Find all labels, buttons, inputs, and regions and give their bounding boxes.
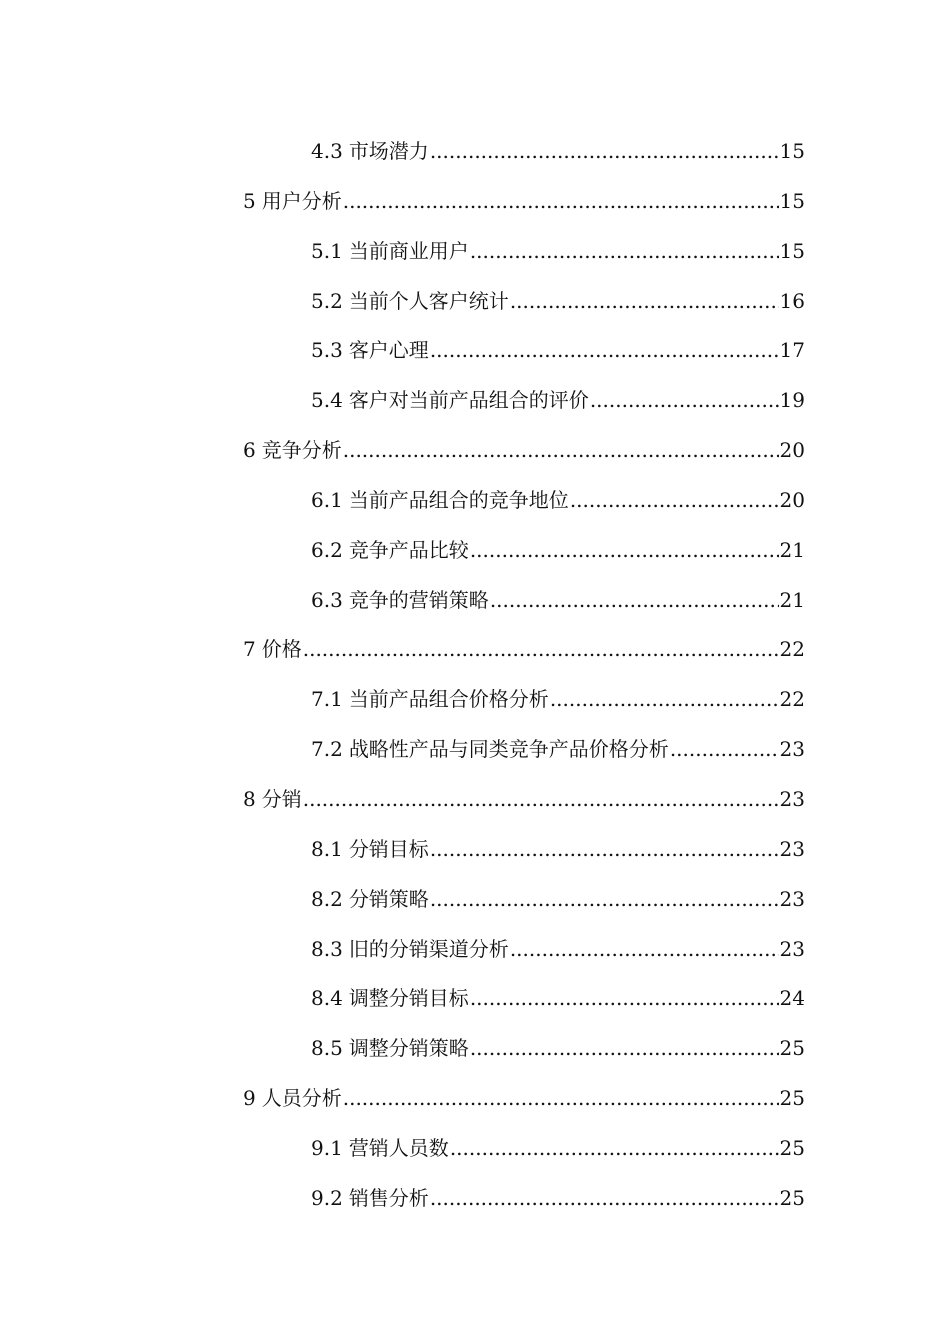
toc-entry-number: 8.5 bbox=[311, 1036, 343, 1061]
dot-leader bbox=[343, 1083, 779, 1113]
toc-entry-line bbox=[243, 435, 805, 465]
toc-entry-page-number: 15 bbox=[779, 238, 805, 263]
toc-entry-number: 5.2 bbox=[311, 288, 343, 313]
toc-entry-line bbox=[311, 734, 805, 764]
toc-entry-page-number: 23 bbox=[779, 886, 805, 911]
toc-entry[interactable] bbox=[0, 427, 950, 477]
toc-entry[interactable] bbox=[0, 626, 950, 676]
toc-entry-title: 当前产品组合的竞争地位 bbox=[348, 487, 569, 512]
toc-entry-line bbox=[311, 585, 805, 615]
toc-entry-page-number: 25 bbox=[779, 1036, 805, 1061]
toc-entry[interactable] bbox=[0, 527, 950, 577]
toc-entry-line bbox=[311, 884, 805, 914]
toc-entry-title: 当前个人客户统计 bbox=[348, 288, 509, 313]
toc-entry-number: 6.1 bbox=[311, 487, 343, 512]
toc-entry[interactable] bbox=[0, 228, 950, 278]
dot-leader bbox=[303, 784, 779, 814]
toc-entry-number: 8.1 bbox=[311, 836, 343, 861]
toc-entry-line bbox=[311, 136, 805, 166]
toc-entry-title: 分销策略 bbox=[348, 886, 429, 911]
toc-entry-line bbox=[311, 535, 805, 565]
toc-entry-number: 5.4 bbox=[311, 388, 343, 413]
toc-entry-number: 6.3 bbox=[311, 587, 343, 612]
toc-entry-title: 调整分销策略 bbox=[348, 1036, 469, 1061]
toc-entry-number: 7.1 bbox=[311, 687, 343, 712]
toc-entry-number: 8.3 bbox=[311, 936, 343, 961]
dot-leader bbox=[590, 385, 779, 415]
dot-leader bbox=[430, 884, 779, 914]
dot-leader bbox=[470, 983, 779, 1013]
toc-entry-number: 5 bbox=[243, 188, 256, 213]
dot-leader bbox=[303, 634, 779, 664]
toc-entry-title: 战略性产品与同类竞争产品价格分析 bbox=[348, 737, 669, 762]
toc-entry[interactable] bbox=[0, 826, 950, 876]
toc-entry-title: 价格 bbox=[261, 637, 302, 662]
dot-leader bbox=[343, 186, 779, 216]
toc-entry-page-number: 23 bbox=[779, 786, 805, 811]
toc-entry-page-number: 22 bbox=[779, 687, 805, 712]
toc-entry-page-number: 23 bbox=[779, 936, 805, 961]
toc-entry-page-number: 23 bbox=[779, 737, 805, 762]
toc-entry[interactable] bbox=[0, 477, 950, 527]
dot-leader bbox=[470, 535, 779, 565]
toc-entry-title: 分销 bbox=[261, 786, 302, 811]
toc-entry[interactable] bbox=[0, 327, 950, 377]
toc-entry-page-number: 22 bbox=[779, 637, 805, 662]
toc-entry-page-number: 25 bbox=[779, 1185, 805, 1210]
toc-entry[interactable] bbox=[0, 726, 950, 776]
toc-entry-page-number: 20 bbox=[779, 438, 805, 463]
toc-entry-title: 竞争分析 bbox=[261, 438, 342, 463]
toc-entry-number: 9.1 bbox=[311, 1135, 343, 1160]
toc-entry-number: 6 bbox=[243, 438, 256, 463]
toc-entry-number: 8.4 bbox=[311, 986, 343, 1011]
toc-entry-title: 客户对当前产品组合的评价 bbox=[348, 388, 589, 413]
toc-entry-line bbox=[243, 1083, 805, 1113]
toc-entry-title: 营销人员数 bbox=[348, 1135, 449, 1160]
toc-entry-number: 9.2 bbox=[311, 1185, 343, 1210]
toc-entry[interactable] bbox=[0, 1025, 950, 1075]
dot-leader bbox=[550, 684, 779, 714]
toc-entry-title: 市场潜力 bbox=[348, 139, 429, 163]
toc-entry-line bbox=[311, 335, 805, 365]
dot-leader bbox=[430, 1183, 779, 1213]
dot-leader bbox=[670, 734, 779, 764]
toc-entry-number: 8.2 bbox=[311, 886, 343, 911]
toc-entry-page-number: 19 bbox=[779, 388, 805, 413]
toc-entry-line bbox=[311, 385, 805, 415]
toc-entry-title: 人员分析 bbox=[261, 1086, 342, 1111]
toc-entry[interactable] bbox=[0, 128, 950, 178]
dot-leader bbox=[510, 286, 779, 316]
dot-leader bbox=[430, 834, 779, 864]
dot-leader bbox=[470, 236, 779, 266]
toc-entry[interactable] bbox=[0, 876, 950, 926]
toc-entry-line bbox=[311, 1033, 805, 1063]
dot-leader bbox=[450, 1133, 779, 1163]
dot-leader bbox=[570, 485, 779, 515]
toc-entry-line bbox=[311, 684, 805, 714]
toc-entry-line bbox=[243, 634, 805, 664]
toc-entry-number: 4.3 bbox=[311, 139, 343, 163]
toc-entry-title: 竞争产品比较 bbox=[348, 537, 469, 562]
dot-leader bbox=[510, 934, 779, 964]
toc-entry-title: 竞争的营销策略 bbox=[348, 587, 489, 612]
toc-entry[interactable] bbox=[0, 926, 950, 976]
toc-entry[interactable] bbox=[0, 676, 950, 726]
toc-entry-line bbox=[311, 485, 805, 515]
toc-entry-page-number: 21 bbox=[779, 587, 805, 612]
toc-entry-title: 销售分析 bbox=[348, 1185, 429, 1210]
toc-entry-page-number: 24 bbox=[779, 986, 805, 1011]
toc-entry-number: 5.1 bbox=[311, 238, 343, 263]
toc-entry-page-number: 15 bbox=[779, 139, 805, 163]
toc-entry[interactable] bbox=[0, 1175, 950, 1225]
toc-entry[interactable] bbox=[0, 278, 950, 328]
toc-entry[interactable] bbox=[0, 1125, 950, 1175]
dot-leader bbox=[430, 136, 779, 166]
toc-entry-line bbox=[311, 983, 805, 1013]
toc-entry-line bbox=[311, 236, 805, 266]
toc-entry[interactable] bbox=[0, 577, 950, 627]
toc-entry[interactable] bbox=[0, 178, 950, 228]
toc-entry-line bbox=[311, 286, 805, 316]
toc-entry-title: 客户心理 bbox=[348, 338, 429, 363]
toc-entry[interactable] bbox=[0, 975, 950, 1025]
toc-entry-title: 旧的分销渠道分析 bbox=[348, 936, 509, 961]
toc-entry-title: 用户分析 bbox=[261, 188, 342, 213]
toc-entry-title: 分销目标 bbox=[348, 836, 429, 861]
toc-entry-title: 当前商业用户 bbox=[348, 238, 469, 263]
toc-entry-page-number: 23 bbox=[779, 836, 805, 861]
toc-entry-title: 调整分销目标 bbox=[348, 986, 469, 1011]
toc-entry-number: 7.2 bbox=[311, 737, 343, 762]
toc-entry-line bbox=[311, 934, 805, 964]
toc-entry-number: 9 bbox=[243, 1086, 256, 1111]
toc-entry-line bbox=[243, 784, 805, 814]
toc-entry-number: 5.3 bbox=[311, 338, 343, 363]
toc-entry-number: 7 bbox=[243, 637, 256, 662]
dot-leader bbox=[430, 335, 779, 365]
toc-entry-line bbox=[311, 1133, 805, 1163]
toc-entry-line bbox=[243, 186, 805, 216]
toc-entry-line bbox=[311, 1183, 805, 1213]
dot-leader bbox=[470, 1033, 779, 1063]
table-of-contents bbox=[0, 128, 950, 1225]
toc-entry-page-number: 25 bbox=[779, 1086, 805, 1111]
toc-entry-page-number: 25 bbox=[779, 1135, 805, 1160]
toc-entry-page-number: 21 bbox=[779, 537, 805, 562]
toc-entry-title: 当前产品组合价格分析 bbox=[348, 687, 549, 712]
toc-entry-number: 8 bbox=[243, 786, 256, 811]
toc-entry-number: 6.2 bbox=[311, 537, 343, 562]
toc-entry-page-number: 20 bbox=[779, 487, 805, 512]
dot-leader bbox=[490, 585, 779, 615]
toc-entry-page-number: 16 bbox=[779, 288, 805, 313]
toc-entry-page-number: 15 bbox=[779, 188, 805, 213]
toc-entry-page-number: 17 bbox=[779, 338, 805, 363]
dot-leader bbox=[343, 435, 779, 465]
toc-entry[interactable] bbox=[0, 1075, 950, 1125]
toc-entry[interactable] bbox=[0, 776, 950, 826]
toc-entry-line bbox=[311, 834, 805, 864]
toc-entry[interactable] bbox=[0, 377, 950, 427]
